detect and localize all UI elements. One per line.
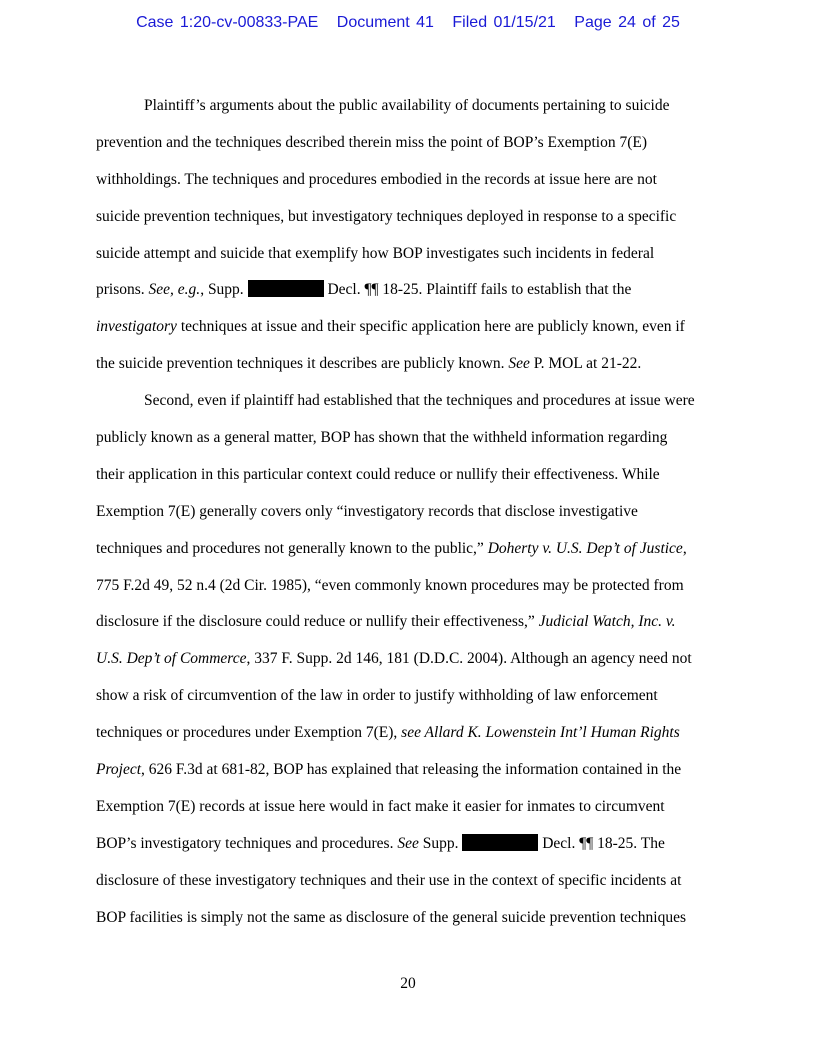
document-number: Document 41 bbox=[336, 14, 434, 31]
text-line: disclosure of these investigatory techniques and their use in the context of specific incidents at bbox=[96, 871, 682, 889]
text-line: disclosure if the disclosure could reduce or nullify their effectiveness,” Judicial Watch, Inc. v. bbox=[96, 613, 676, 631]
text-line: prevention and the techniques described therein miss the point of BOP’s Exemption 7(E) bbox=[96, 133, 647, 151]
page-number: 20 bbox=[400, 975, 416, 992]
text-line: U.S. Dep’t of Commerce, 337 F. Supp. 2d 146, 181 (D.D.C. 2004). Although an agency need not bbox=[96, 650, 692, 668]
redaction-block bbox=[248, 280, 324, 297]
redaction-block bbox=[462, 834, 538, 851]
text-line: the suicide prevention techniques it describes are publicly known. See P. MOL at 21-22. bbox=[96, 355, 642, 373]
text-line: Project, 626 F.3d at 681-82, BOP has explained that releasing the information contained in the bbox=[96, 761, 682, 779]
text-line: BOP facilities is simply not the same as disclosure of the general suicide prevention techniques bbox=[96, 908, 687, 926]
document-body bbox=[96, 92, 718, 940]
case-number: Case 1:20-cv-00833-PAE bbox=[136, 14, 319, 31]
text-line: Exemption 7(E) generally covers only “investigatory records that disclose investigative bbox=[96, 502, 638, 520]
text-line: publicly known as a general matter, BOP has shown that the withheld information regarding bbox=[96, 429, 668, 447]
text-line: techniques or procedures under Exemption 7(E), see Allard K. Lowenstein Int’l Human Rights bbox=[96, 724, 680, 742]
filed-date: Filed 01/15/21 bbox=[452, 14, 556, 31]
text-line: Second, even if plaintiff had established that the techniques and procedures at issue were bbox=[144, 392, 695, 410]
text-line: their application in this particular context could reduce or nullify their effectiveness. While bbox=[96, 465, 660, 483]
case-header bbox=[0, 14, 816, 32]
page-indicator: Page 24 of 25 bbox=[574, 14, 680, 31]
text-line: BOP’s investigatory techniques and procedures. See Supp. Decl. ¶¶ 18-25. The bbox=[96, 834, 665, 852]
text-line: withholdings. The techniques and procedures embodied in the records at issue here are not bbox=[96, 170, 657, 188]
text-line: Exemption 7(E) records at issue here would in fact make it easier for inmates to circumvent bbox=[96, 797, 665, 815]
text-line: 775 F.2d 49, 52 n.4 (2d Cir. 1985), “even commonly known procedures may be protected from bbox=[96, 576, 684, 594]
text-line: prisons. See, e.g., Supp. Decl. ¶¶ 18-25. Plaintiff fails to establish that the bbox=[96, 281, 632, 299]
text-line: show a risk of circumvention of the law in order to justify withholding of law enforcement bbox=[96, 687, 658, 705]
text-line: suicide prevention techniques, but investigatory techniques deployed in response to a specific bbox=[96, 207, 677, 225]
text-line: suicide attempt and suicide that exemplify how BOP investigates such incidents in federal bbox=[96, 244, 655, 262]
text-line: investigatory techniques at issue and their specific application here are publicly known, even if bbox=[96, 318, 685, 336]
text-line: techniques and procedures not generally known to the public,” Doherty v. U.S. Dep’t of Justice, bbox=[96, 539, 687, 557]
text-line: Plaintiff’s arguments about the public availability of documents pertaining to suicide bbox=[144, 97, 670, 114]
